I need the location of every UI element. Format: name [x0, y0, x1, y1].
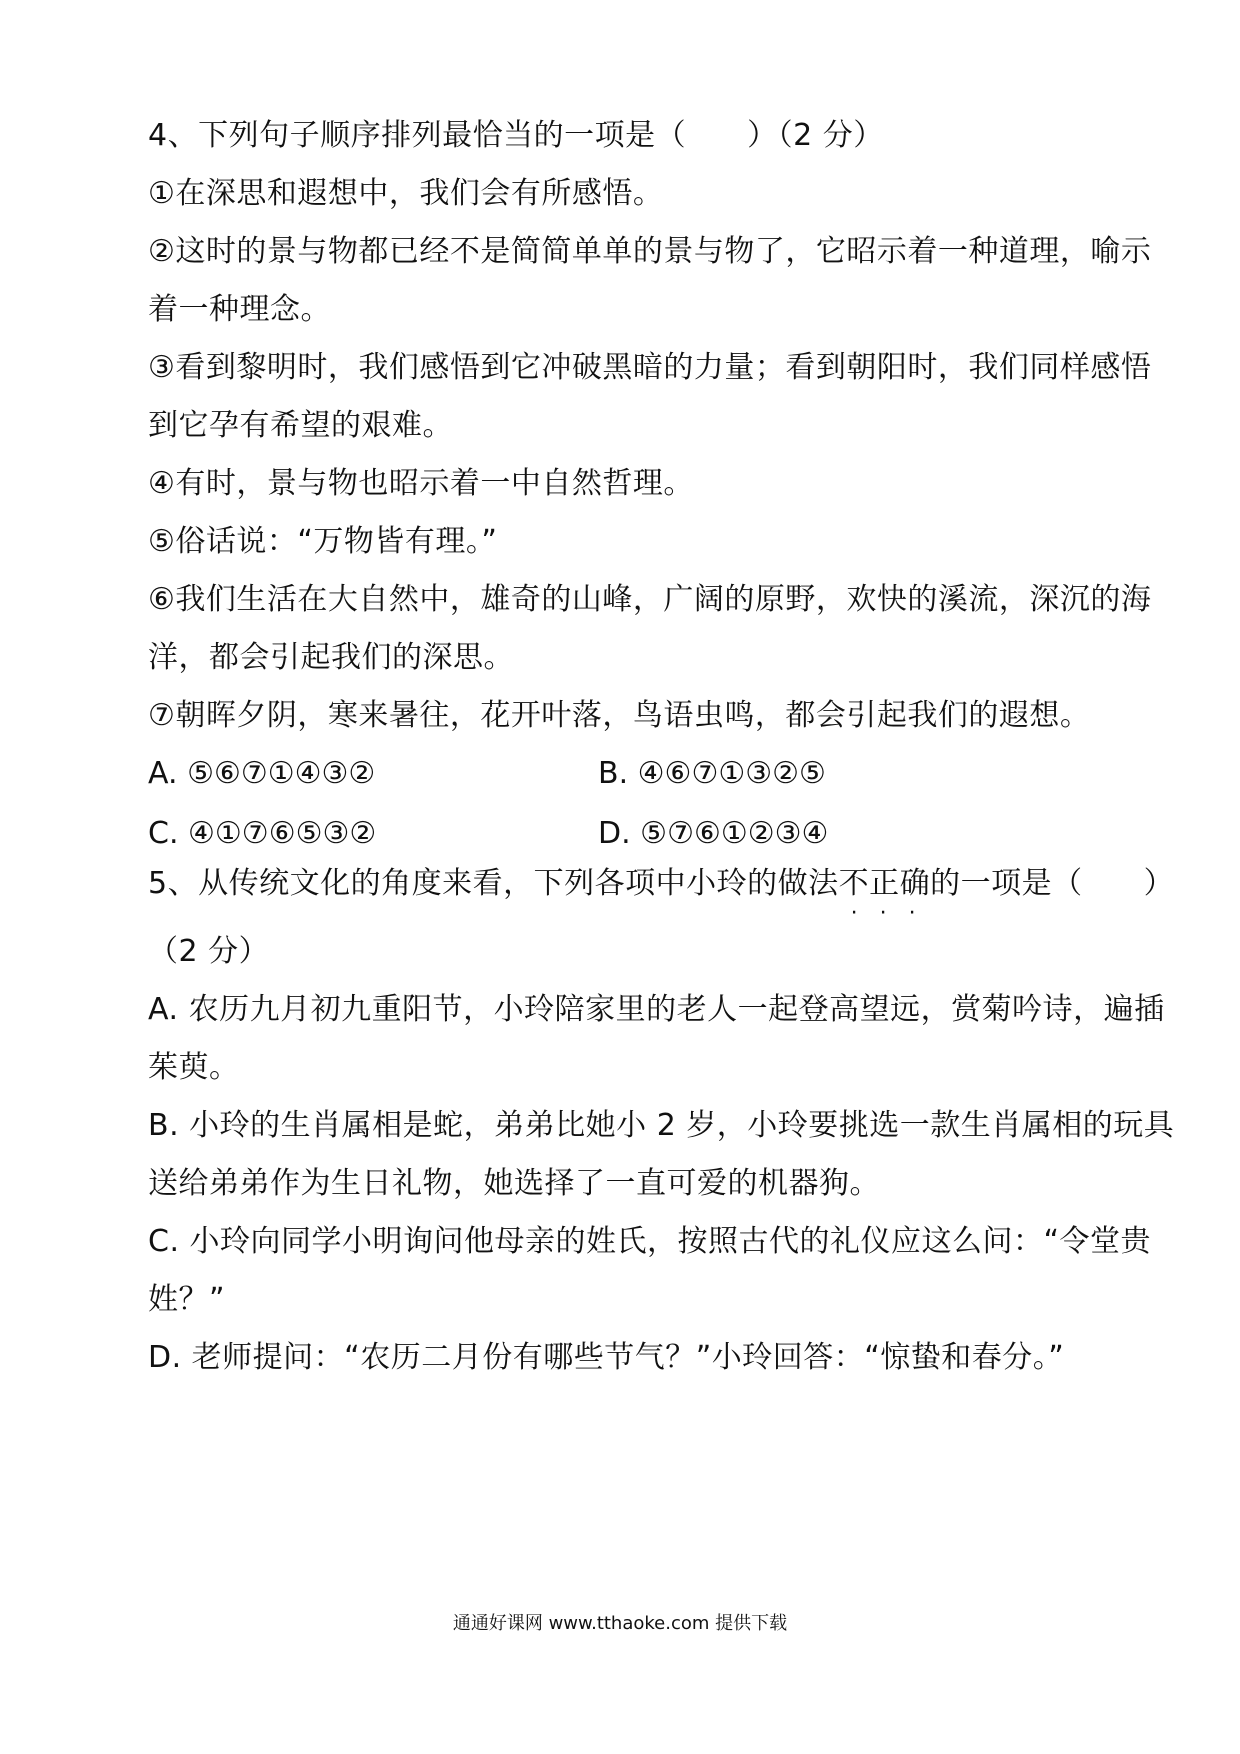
- q4-sentence-3-cont: 到它孕有希望的艰难。: [148, 408, 453, 443]
- q5-stem: [148, 864, 1175, 904]
- q4-sentence-4: ④有时，景与物也昭示着一中自然哲理。: [148, 466, 694, 501]
- q5-option-c-cont: 姓？”: [148, 1282, 226, 1317]
- q4-stem: 4、下列句子顺序排列最恰当的一项是（ ）（2 分）: [148, 118, 884, 153]
- q4-sentence-2: ②这时的景与物都已经不是简简单单的景与物了，它昭示着一种道理，喻示: [148, 234, 1152, 269]
- q5-stem-emphasis: 不正确 · · ·: [839, 864, 931, 904]
- q4-sentence-5: ⑤俗话说：“万物皆有理。”: [148, 524, 498, 559]
- q5-option-b-cont: 送给弟弟作为生日礼物，她选择了一直可爱的机器狗。: [148, 1166, 880, 1201]
- q4-option-b: B. ④⑥⑦①③②⑤: [598, 756, 826, 791]
- q5-stem-post: 的一项是（ ）: [930, 866, 1175, 901]
- q4-sentence-6: ⑥我们生活在大自然中，雄奇的山峰，广阔的原野，欢快的溪流，深沉的海: [148, 582, 1152, 617]
- q4-option-d: D. ⑤⑦⑥①②③④: [598, 816, 829, 851]
- q5-stem-pre: 5、从传统文化的角度来看，下列各项中小玲的做法: [148, 866, 839, 901]
- q4-option-a: A. ⑤⑥⑦①④③②: [148, 756, 376, 791]
- q4-sentence-2-cont: 着一种理念。: [148, 292, 331, 327]
- q4-sentence-6-cont: 洋，都会引起我们的深思。: [148, 640, 514, 675]
- q4-sentence-7: ⑦朝晖夕阴，寒来暑往，花开叶落，鸟语虫鸣，都会引起我们的遐想。: [148, 698, 1091, 733]
- q5-score: （2 分）: [148, 934, 270, 969]
- q4-sentence-3: ③看到黎明时，我们感悟到它冲破黑暗的力量；看到朝阳时，我们同样感悟: [148, 350, 1152, 385]
- q5-option-c: C. 小玲向同学小明询问他母亲的姓氏，按照古代的礼仪应这么问：“令堂贵: [148, 1224, 1152, 1259]
- page-footer: 通通好课网 www.tthaoke.com 提供下载: [452, 1613, 788, 1634]
- q4-sentence-1: ①在深思和遐想中，我们会有所感悟。: [148, 176, 664, 211]
- q4-option-c: C. ④①⑦⑥⑤③②: [148, 816, 377, 851]
- q5-option-a-cont: 茱萸。: [148, 1050, 240, 1085]
- q5-option-b: B. 小玲的生肖属相是蛇，弟弟比她小 2 岁，小玲要挑选一款生肖属相的玩具: [148, 1108, 1175, 1143]
- q5-option-d: D. 老师提问：“农历二月份有哪些节气？”小玲回答：“惊蛰和春分。”: [148, 1340, 1065, 1375]
- q5-option-a: A. 农历九月初九重阳节，小玲陪家里的老人一起登高望远，赏菊吟诗，遍插: [148, 992, 1165, 1027]
